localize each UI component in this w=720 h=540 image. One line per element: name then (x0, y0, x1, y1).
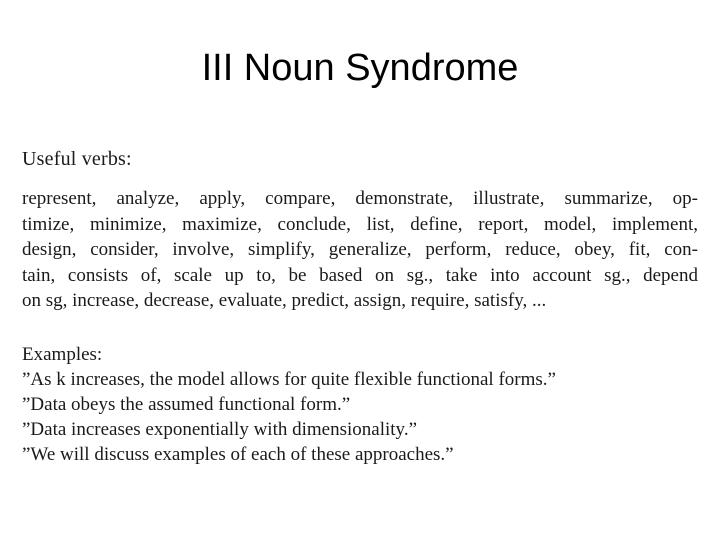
verbs-line: design, consider, involve, simplify, generalize, perform, reduce, obey, fit, con- (22, 239, 698, 261)
example-sentence: ”Data obeys the assumed functional form.” (22, 393, 351, 415)
verbs-line: timize, minimize, maximize, conclude, list, define, report, model, implement, (22, 213, 698, 235)
verbs-line: tain, consists of, scale up to, be based on sg., take into account sg., depend (22, 264, 698, 286)
verbs-line: on sg, increase, decrease, evaluate, predict, assign, require, satisfy, ... (22, 290, 547, 312)
slide-title: III Noun Syndrome (201, 47, 519, 89)
slide-body (22, 146, 698, 467)
example-sentence: ”Data increases exponentially with dimensionality.” (22, 418, 418, 440)
examples-section (22, 342, 698, 467)
useful-verbs-paragraph (22, 186, 698, 314)
useful-verbs-heading: Useful verbs: (22, 148, 132, 170)
verbs-line: represent, analyze, apply, compare, demonstrate, illustrate, summarize, op- (22, 188, 698, 209)
example-sentence: ”As k increases, the model allows for quite flexible functional forms.” (22, 368, 556, 390)
example-sentence: ”We will discuss examples of each of these approaches.” (22, 443, 454, 465)
examples-heading: Examples: (22, 343, 103, 365)
